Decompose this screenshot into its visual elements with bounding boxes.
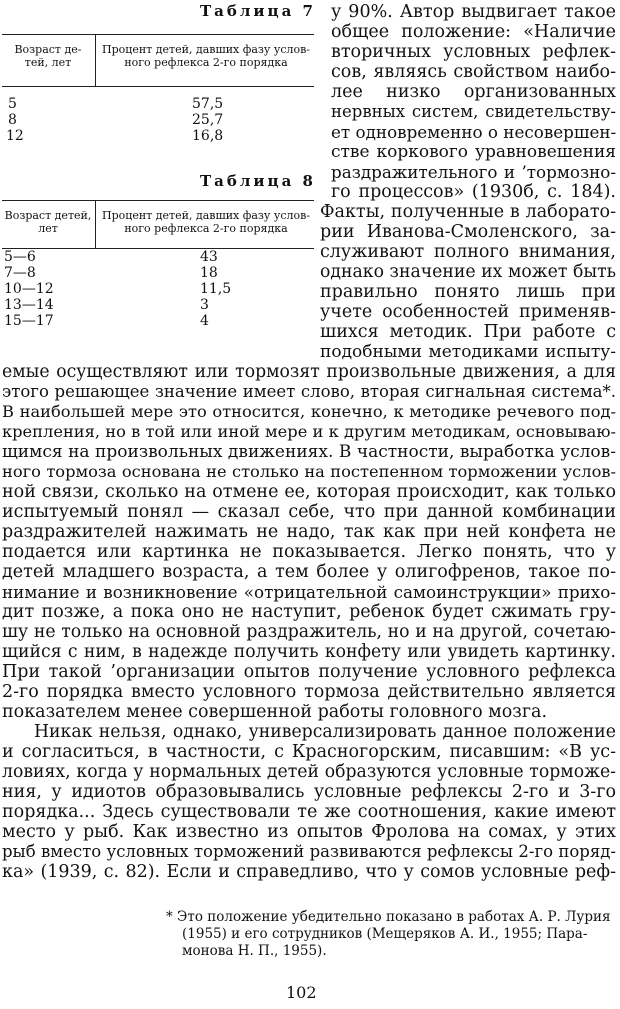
text-line: общее положение: «Наличие — [331, 22, 616, 42]
table8-age-cell: 15—17 — [4, 313, 54, 329]
text-line: щийся с ним, в надежде получить конфету или увидеть картинку. — [2, 642, 616, 662]
table7-column-divider — [95, 34, 96, 86]
text-line: го процессов» (1930б, с. 184). — [331, 182, 616, 202]
text-line: шихся методик. При работе с — [320, 322, 616, 342]
text-line: служивают полного внимания, — [320, 242, 616, 262]
table7-percent-cell: 25,7 — [192, 112, 224, 128]
text-line: правильно понято лишь при — [320, 282, 616, 302]
table8-percent-cell: 43 — [200, 249, 218, 265]
text-line: ного тормоза основана не столько на постепенном торможении услов- — [2, 462, 616, 481]
text-line: однако значение их может быть — [320, 262, 616, 282]
text-line: щимся на произвольных движениях. В частности, выработка услов- — [2, 442, 616, 462]
text-line: Факты, полученные в лаборато- — [320, 202, 616, 222]
text-line: детей младшего возраста, а тем более у олигофренов, такое по- — [2, 562, 616, 582]
text-line: При такой ’организации опытов получение условного рефлекса — [2, 662, 616, 682]
text-line: ния, у идиотов образовывались условные рефлексы 2-го и 3-го — [2, 782, 616, 802]
table8-age-cell: 7—8 — [4, 265, 36, 281]
table8-age-cell: 5—6 — [4, 249, 36, 265]
table8-header-percent: Процент детей, давших фазу услов- ного рефлекса 2-го порядка — [101, 209, 311, 235]
text-line: ловиях, когда у нормальных детей образуются условные торможе- — [2, 762, 616, 782]
text-line: у 90%. Автор выдвигает такое — [331, 2, 616, 22]
text-line: ет одновременно о несовершен- — [331, 122, 617, 142]
table7-age-cell: 8 — [8, 112, 17, 128]
table8-age-cell: 10—12 — [4, 281, 54, 297]
text-line: Никак нельзя, однако, универсализировать данное положение — [34, 722, 616, 742]
text-line: показателем менее совершенной работы головного мозга. — [2, 702, 548, 722]
text-line: место у рыб. Как известно из опытов Фролова на сомах, у этих — [2, 822, 616, 842]
text-line: этого решающее значение имеет слово, вторая сигнальная система*. — [2, 382, 616, 401]
text-line: раздражительного и ’тормозно- — [331, 162, 616, 182]
footnote-line: монова Н. П., 1955). — [182, 943, 327, 959]
text-line: стве коркового уравновешения — [331, 142, 616, 162]
text-line: ка» (1939, с. 82). Если и справедливо, что у сомов условные реф- — [2, 862, 616, 882]
table7-header-age: Возраст де- тей, лет — [14, 43, 82, 69]
table7-top-rule — [2, 34, 314, 35]
table7-percent-cell: 57,5 — [192, 96, 224, 112]
text-line: учете особенностей применяв- — [320, 302, 616, 322]
table8-percent-cell: 11,5 — [200, 281, 232, 297]
text-line: шу не только на основной раздражитель, но и на другой, сочетаю- — [2, 622, 616, 642]
text-line: емые осуществляют или тормозят произвольные движения, а для — [2, 362, 616, 382]
text-line: лее низко организованных — [331, 82, 616, 102]
table7-caption: Таблица 7 — [199, 2, 316, 20]
table8-percent-cell: 18 — [200, 265, 218, 281]
table8-caption: Таблица 8 — [199, 172, 316, 190]
text-line: и согласиться, в частности, с Красногорским, писавшим: «В ус- — [2, 742, 616, 762]
footnote-line: * Это положение убедительно показано в работах А. Р. Лурия — [166, 909, 611, 925]
text-line: ной связи, сколько на отмене ее, которая происходит, как только — [2, 482, 616, 502]
table7-header-rule — [2, 86, 314, 87]
table8-column-divider — [95, 200, 96, 248]
text-line: рыб вместо условных торможений развиваются рефлексы 2-го поряд- — [2, 842, 616, 861]
table7-age-cell: 5 — [8, 96, 17, 112]
text-line: нимание и возникновение «отрицательной самоинструкции» прихо- — [2, 582, 616, 602]
text-line: вторичных условных рефлек- — [331, 42, 616, 62]
text-line: 2-го порядка вместо условного тормоза действительно является — [2, 682, 616, 702]
table7-age-cell: 12 — [6, 128, 24, 144]
table8-header-rule — [2, 248, 314, 249]
table7-percent-cell: 16,8 — [192, 128, 224, 144]
text-line: подается или картинка не показывается. Легко понять, что у — [2, 542, 616, 562]
text-line: сов, являясь свойством наибо- — [331, 62, 616, 82]
text-line: порядка... Здесь существовали те же соотношения, какие имеют — [2, 802, 616, 822]
table7-header-percent: Процент детей, давших фазу услов- ного рефлекса 2-го порядка — [101, 43, 311, 69]
text-line: подобными методиками испыту- — [320, 342, 616, 362]
text-line: В наибольшей мере это относится, конечно, к методике речевого под- — [2, 402, 616, 421]
text-line: раздражителей нажимать не надо, так как при ней конфета не — [2, 522, 616, 542]
page-number: 102 — [286, 983, 317, 1002]
text-line: дит позже, а пока оно не наступит, ребенок будет сжимать гру- — [2, 602, 616, 622]
table8-header-age: Возраст детей, лет — [4, 209, 92, 235]
text-line: испытуемый понял — сказал себе, что при данной комбинации — [2, 502, 616, 522]
table8-percent-cell: 3 — [200, 297, 209, 313]
table8-percent-cell: 4 — [200, 313, 209, 329]
text-line: нервных систем, свидетельству- — [331, 102, 616, 121]
table8-age-cell: 13—14 — [4, 297, 54, 313]
table8-top-rule — [2, 200, 314, 201]
text-line: рии Иванова-Смоленского, за- — [320, 222, 616, 242]
footnote-line: (1955) и его сотрудников (Мещеряков А. И., 1955; Пара- — [182, 926, 588, 942]
text-line: крепления, но в той или иной мере и к другим методикам, основываю- — [2, 422, 616, 441]
